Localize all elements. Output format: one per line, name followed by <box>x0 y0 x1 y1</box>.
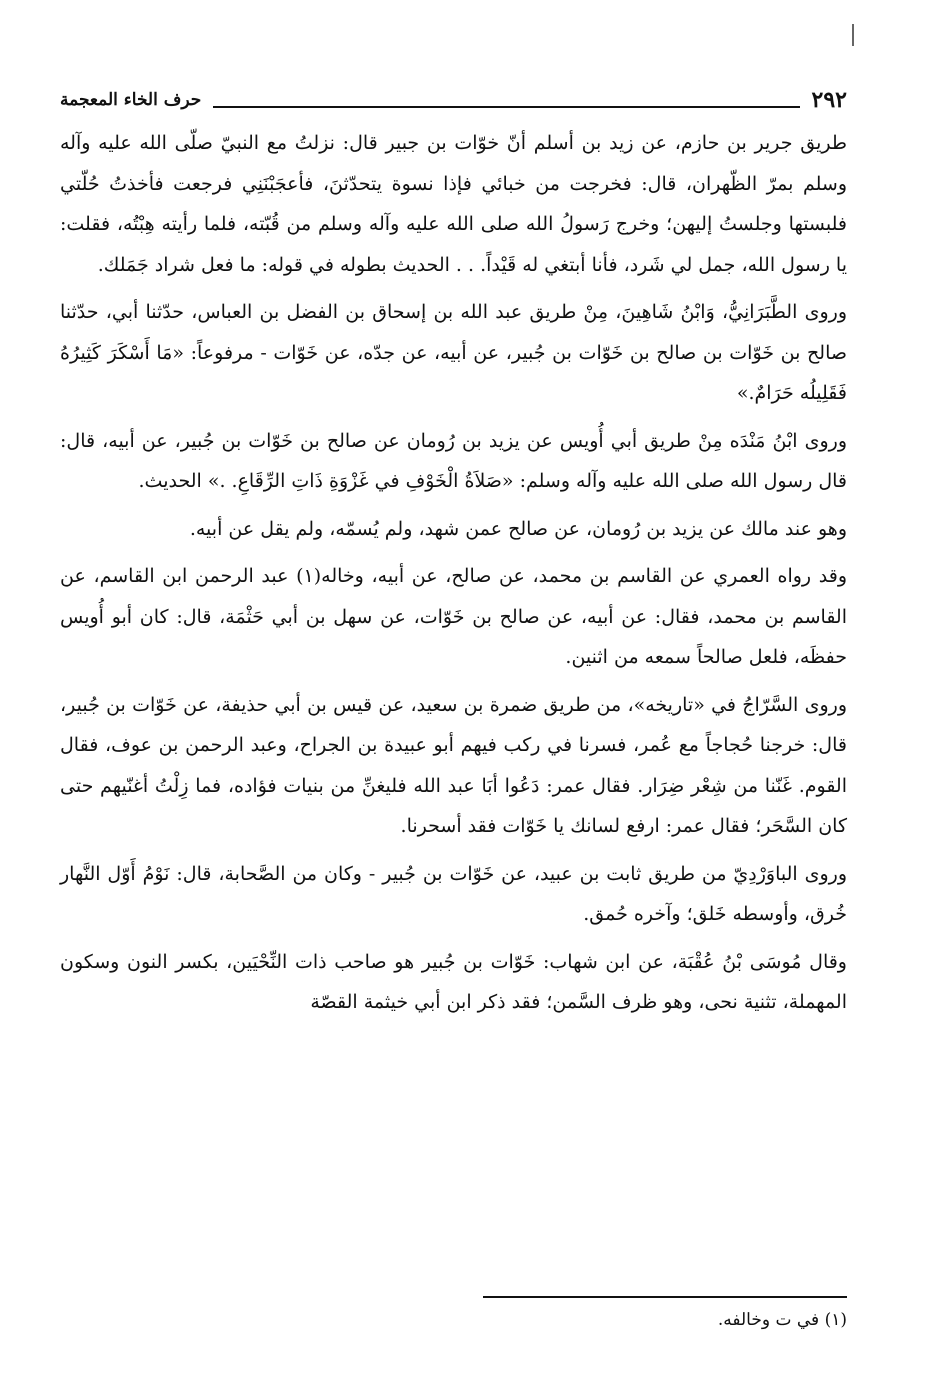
running-header <box>60 85 847 115</box>
page-number: ٢٩٢ <box>811 87 847 113</box>
paragraph-7: وروى الباوَرْدِيّ من طريق ثابت بن عبيد، عن خَوّات بن جُبير - وكان من الصَّحابة، قال: نَوْمُ أَوّل النَّهار خُرق، وأوسطه خَلق؛ وآخره حُمق. <box>60 862 847 925</box>
header-rule <box>213 106 799 108</box>
paragraph-5: وقد رواه العمري عن القاسم بن محمد، عن صالح، عن أبيه، وخاله(١) عبد الرحمن ابن القاسم، عن القاسم بن محمد، فقال: عن أبيه، عن صالح بن خَوّات، عن سهل بن أبي حَثْمَة، قال: كان أبو أُويس حفظَه، فلعل صالحاً سمعه من اثنين. <box>60 565 847 668</box>
paragraph-4: وهو عند مالك عن يزيد بن رُومان، عن صالح عمن شهد، ولم يُسمّه، ولم يقل عن أبيه. <box>189 517 847 540</box>
paragraph-8: وقال مُوسَى بْنُ عُقْبَة، عن ابن شهاب: خَوّات بن جُبير هو صاحب ذات النِّحْيَين، بكسر النون وسكون المهملة، تثنية نحى، وهو ظرف السَّمن؛ فقد ذكر ابن أبي خيثمة القصّة <box>60 950 847 1013</box>
header-title: حرف الخاء المعجمة <box>60 90 202 110</box>
paragraph-2: وروى الطَّبَرَانِيُّ، وَابْنُ شَاهِينَ، مِنْ طريق عبد الله بن إسحاق بن الفضل بن العباس، حدّثنا أبي، حدّثنا صالح بن خَوّات بن صالح بن خَوّات بن جُبير، عن أبيه، عن جدّه، عن خَوّات - مرفوعاً: «مَا أَسْكَرَ كَثِيرُهُ فَقَلِيلُه حَرَامٌ.» <box>60 301 847 404</box>
footnote: (١) في ت وخالفه. <box>717 1310 847 1330</box>
footnote-rule <box>483 1296 847 1298</box>
paragraph-1: طريق جرير بن حازم، عن زيد بن أسلم أنّ خوّات بن جبير قال: نزلتُ مع النبيّ صلّى الله عليه وآله وسلم بمرّ الظّهران، قال: فخرجت من خبائي فإذا نسوة يتحدّثنَ، فأعجَبْنَنِي فرجعت فأخذتُ حُلّتي فلبستها وجلستُ إليهن؛ وخرج رَسولُ الله صلى الله عليه وآله وسلم من قُبّته، فلما رأيته هِبْتُه، فقلت: يا رسول الله، جمل لي شَرد، فأنا أبتغي له قَيْداً. . . الحديث بطوله في قوله: ما فعل شراد جَمَلك. <box>60 132 847 276</box>
paragraph-6: وروى السَّرّاجُ في «تاريخه»، من طريق ضمرة بن سعيد، عن قيس بن أبي حذيفة، عن خَوّات بن جُبير، قال: خرجنا حُجاجاً مع عُمر، فسرنا في ركب فيهم أبو عبيدة بن الجراح، وعبد الرحمن بن عوف، فقال القوم. غَنّنا من شِعْر ضِرَار. فقال عمر: دَعُوا أبَا عبد الله فليغنِّ من بنيات فؤاده، فما زِلْتُ أغنّيهم حتى كان السَّحَر؛ فقال عمر: ارفع لسانك يا خَوّات فقد أسحرنا. <box>60 693 847 837</box>
page-body <box>60 85 847 1030</box>
paragraph-3: وروى ابْنُ مَنْدَه مِنْ طريق أبي أُويس عن يزيد بن رُومان عن صالح بن خَوّات بن جُبير، عن أبيه، قال: قال رسول الله صلى الله عليه وآله وسلم: «صَلاَةُ الْخَوْفِ في غَزْوَةِ ذَاتِ الرِّقَاعِ. .» الحديث. <box>60 429 847 492</box>
margin-mark <box>852 24 854 46</box>
